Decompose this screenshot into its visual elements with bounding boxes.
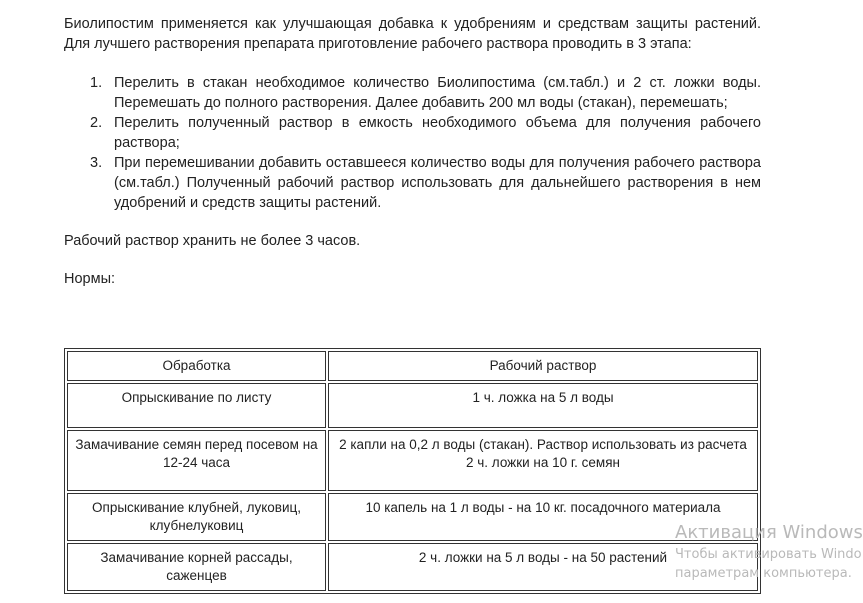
cell-solution: 10 капель на 1 л воды - на 10 кг. посадочного материала — [328, 493, 758, 541]
list-item — [64, 113, 761, 153]
cell-treatment: Замачивание семян перед посевом на 12-24 часа — [67, 430, 326, 491]
cell-treatment: Опрыскивание по листу — [67, 383, 326, 428]
watermark-line: Чтобы активировать Windo — [675, 547, 862, 562]
cell-treatment: Замачивание корней рассады, саженцев — [67, 543, 326, 591]
table-header-row — [67, 351, 758, 381]
step-number: 2. — [90, 115, 103, 131]
header-solution: Рабочий раствор — [328, 351, 758, 381]
cell-solution: 1 ч. ложка на 5 л воды — [328, 383, 758, 428]
list-item — [64, 73, 761, 113]
list-item — [64, 153, 761, 213]
storage-note: Рабочий раствор хранить не более 3 часов. — [64, 233, 361, 249]
cell-treatment: Опрыскивание клубней, луковиц, клубнелуковиц — [67, 493, 326, 541]
table-row — [67, 383, 758, 428]
step-text: Перелить в стакан необходимое количество Биолипостима (см.табл.) и 2 ст. ложки воды. Перемешать до полного растворения. Далее добавить 200 мл воды (стакан), перемешать; — [114, 75, 761, 111]
intro-paragraph: Биолипостим применяется как улучшающая добавка к удобрениям и средствам защиты растений. Для лучшего растворения препарата приготовление рабочего раствора проводить в 3 этапа: — [64, 16, 761, 52]
watermark-line: параметрам компьютера. — [675, 566, 852, 581]
step-text: Перелить полученный раствор в емкость необходимого объема для получения рабочего раствора; — [114, 115, 761, 151]
cell-solution: 2 капли на 0,2 л воды (стакан). Раствор использовать из расчета 2 ч. ложки на 10 г. семян — [328, 430, 758, 491]
step-number: 1. — [90, 75, 103, 91]
document-body — [64, 14, 761, 307]
step-number: 3. — [90, 155, 103, 171]
header-treatment: Обработка — [67, 351, 326, 381]
watermark-title: Активация Windows — [675, 522, 863, 543]
table-row — [67, 430, 758, 491]
norms-table — [64, 348, 761, 594]
cell-solution: 2 ч. ложки на 5 л воды - на 50 растений — [328, 543, 758, 591]
table-row — [67, 493, 758, 541]
step-text: При перемешивании добавить оставшееся количество воды для получения рабочего раствора (см.табл.) Полученный рабочий раствор использовать для дальнейшего растворения в нем удобрений и средств защиты растений. — [114, 155, 761, 211]
steps-list — [64, 73, 761, 213]
norms-label: Нормы: — [64, 271, 116, 287]
table-row — [67, 543, 758, 591]
